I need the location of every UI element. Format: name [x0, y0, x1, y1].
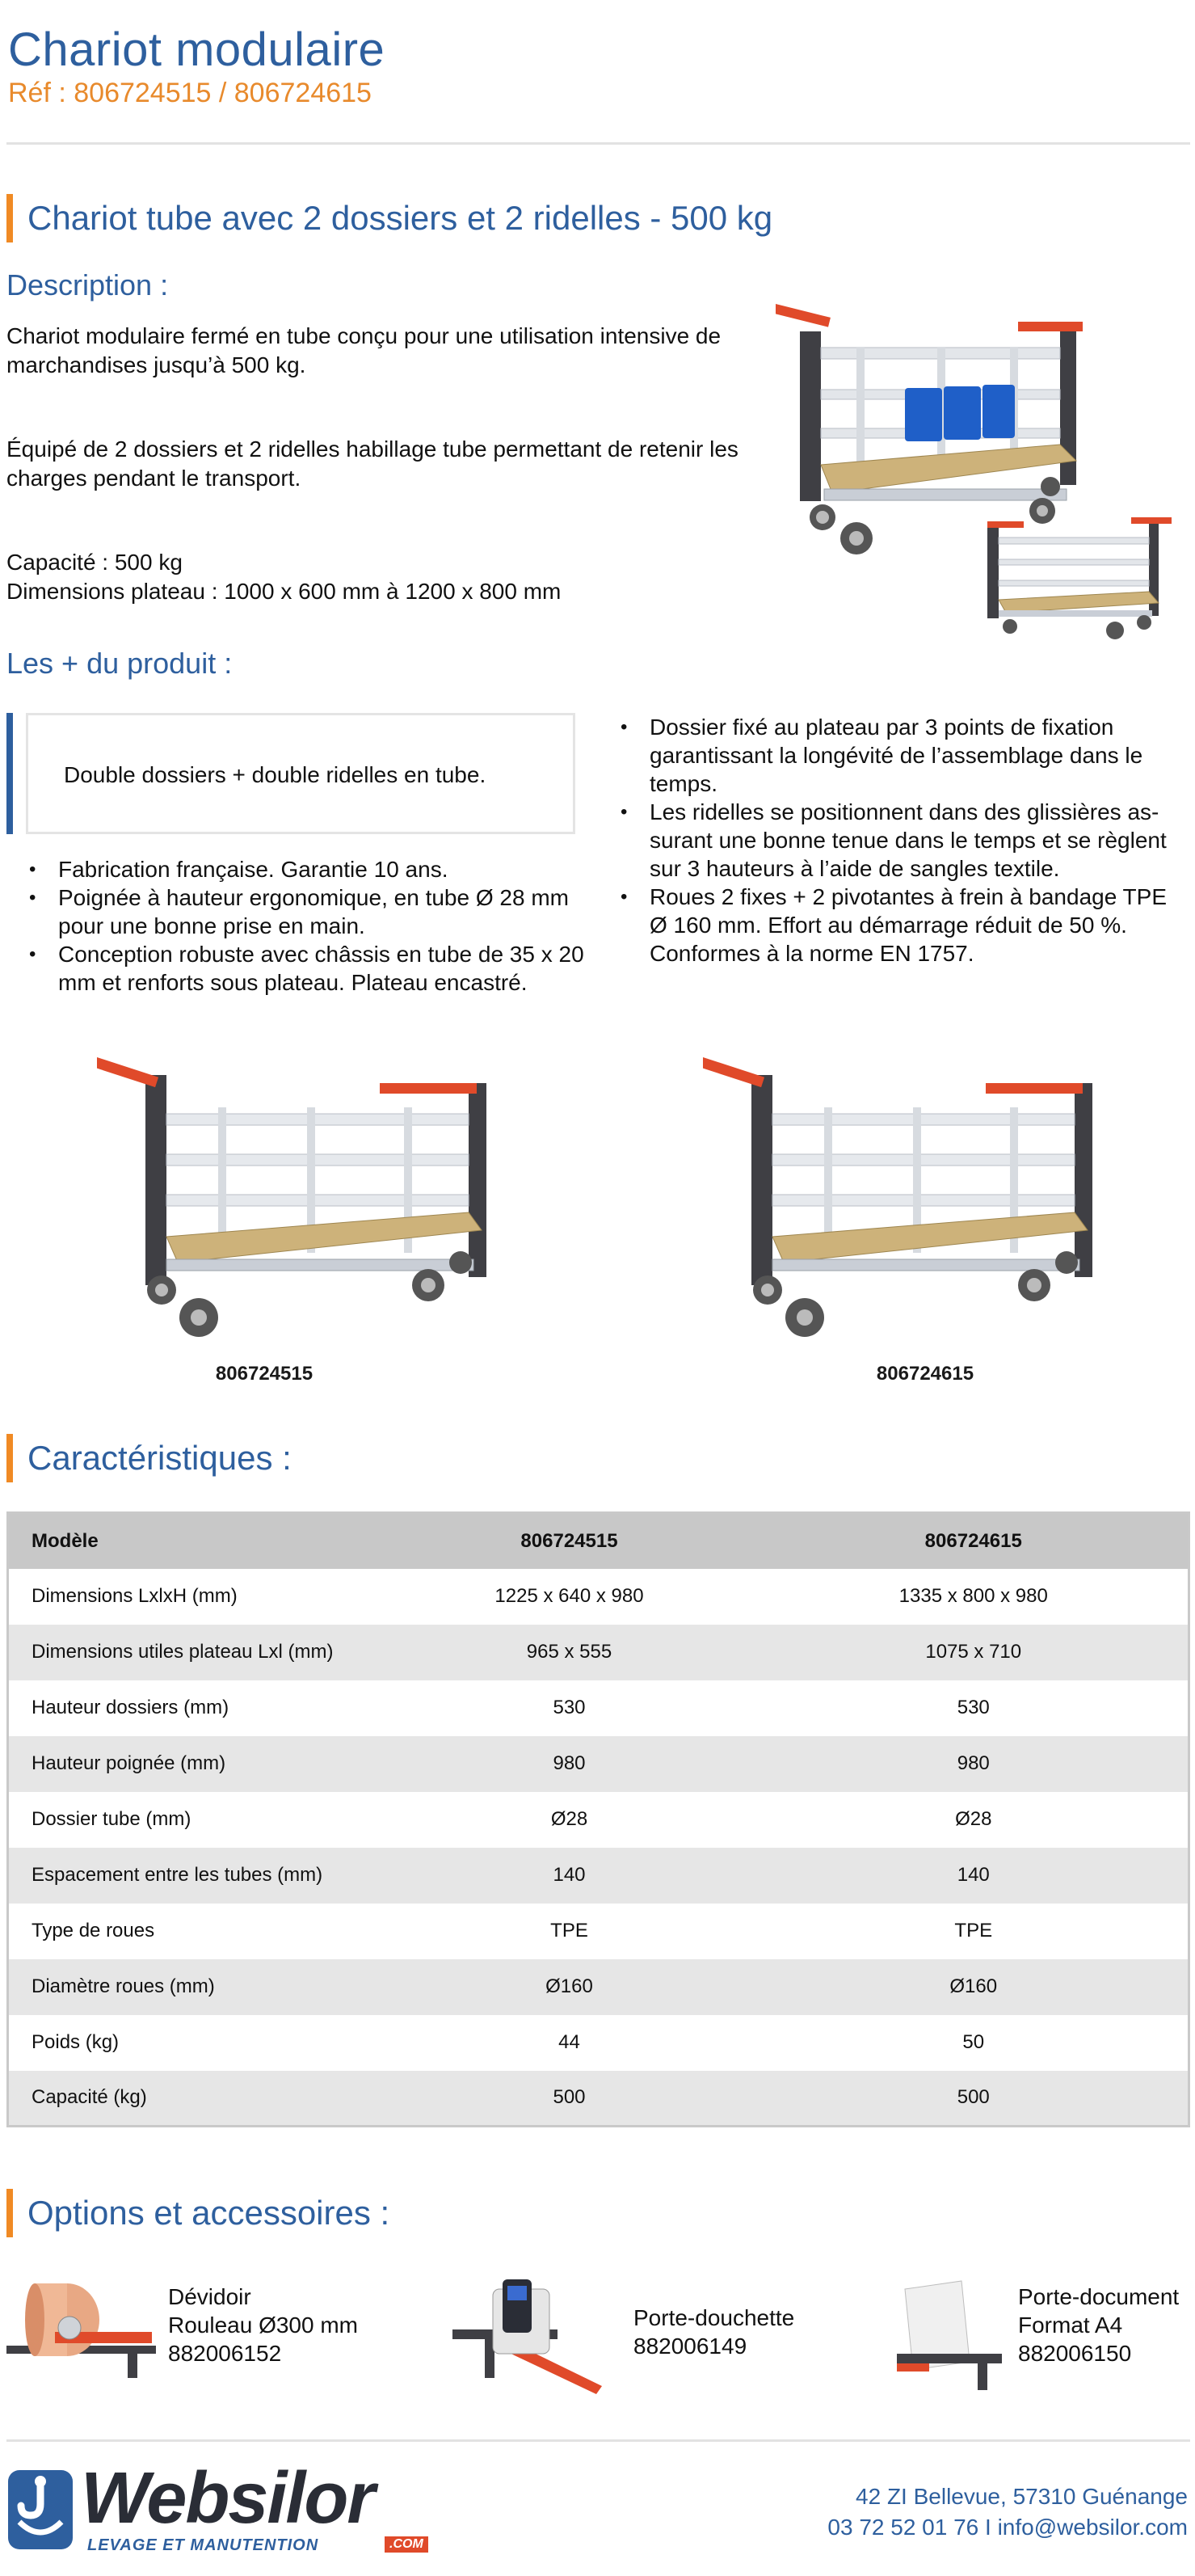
options-title: Options et accessoires :	[27, 2194, 390, 2232]
table-row-label: Hauteur poignée (mm)	[8, 1736, 380, 1792]
table-cell: 965 x 555	[380, 1625, 759, 1680]
table-cell: 530	[759, 1680, 1189, 1736]
cart-small-illustration	[987, 517, 1172, 639]
header-divider	[6, 142, 1190, 145]
section-accent-bar	[6, 2189, 13, 2237]
accessory-detail: Rouleau Ø300 mm	[168, 2312, 359, 2338]
capacity-text: Capacité : 500 kg	[6, 550, 183, 575]
footer-contact	[727, 2481, 1188, 2543]
table-cell: 500	[759, 2071, 1189, 2127]
table-header-cell: 806724515	[380, 1513, 759, 1569]
product-heading: Chariot tube avec 2 dossiers et 2 ridelles - 500 kg	[27, 199, 773, 237]
accessory-ref: 882006150	[1018, 2341, 1132, 2366]
table-cell: Ø28	[759, 1792, 1189, 1848]
cart-large-illustration	[776, 304, 1083, 554]
variant-image-806724615	[703, 1051, 1099, 1350]
plateau-dimensions-text: Dimensions plateau : 1000 x 600 mm à 1200 x 800 mm	[6, 579, 562, 604]
footer-address: 42 ZI Bellevue, 57310 Guénange	[856, 2484, 1188, 2509]
table-cell: 50	[759, 2015, 1189, 2071]
table-row	[8, 1848, 1189, 1904]
section-accent-bar	[6, 1434, 13, 1482]
variant-caption-2: 806724615	[876, 1363, 974, 1385]
description-paragraph-2: Équipé de 2 dossiers et 2 ridelles habillage tube permettant de retenir les charges pendant le transport.	[6, 436, 738, 491]
table-cell: 1225 x 640 x 980	[380, 1569, 759, 1625]
table-row	[8, 1959, 1189, 2015]
table-cell: 980	[759, 1736, 1189, 1792]
description-paragraph-1: Chariot modulaire fermé en tube conçu pour une utilisation intensive de marchandises jusqu’à 500 kg.	[6, 323, 722, 377]
table-row-label: Espacement entre les tubes (mm)	[8, 1848, 380, 1904]
table-row-label: Dimensions utiles plateau Lxl (mm)	[8, 1625, 380, 1680]
footer-phone-email[interactable]: 03 72 52 01 76 I info@websilor.com	[827, 2515, 1188, 2540]
table-cell: 140	[380, 1848, 759, 1904]
table-cell: 44	[380, 2015, 759, 2071]
accessory-detail: Format A4	[1018, 2312, 1123, 2338]
variant-caption-1: 806724515	[215, 1363, 313, 1385]
accessory-name: Dévidoir	[168, 2284, 251, 2309]
table-row-label: Poids (kg)	[8, 2015, 380, 2071]
accessory-name: Porte-document	[1018, 2284, 1180, 2309]
table-cell: TPE	[759, 1904, 1189, 1959]
callout-text: Double dossiers + double ridelles en tube.	[64, 762, 486, 787]
specs-table	[6, 1511, 1190, 2127]
porte-document-image	[881, 2273, 1002, 2394]
table-cell: 500	[380, 2071, 759, 2127]
list-item: • Fabrication française. Garantie 10 ans.	[26, 855, 591, 883]
accessory-devidoir[interactable]	[168, 2283, 358, 2367]
logo-tagline: LEVAGE ET MANUTENTION	[87, 2536, 319, 2554]
advantages-list-right	[617, 713, 1187, 968]
accessory-porte-douchette[interactable]	[633, 2304, 794, 2360]
table-cell: Ø160	[380, 1959, 759, 2015]
table-cell: Ø160	[759, 1959, 1189, 2015]
table-row	[8, 1625, 1189, 1680]
advantages-list-left	[26, 855, 591, 997]
list-item: • Conception robuste avec châssis en tube de 35 x 20 mm et renforts sous plateau. Plateau encastré.	[26, 940, 591, 997]
table-row-label: Capacité (kg)	[8, 2071, 380, 2127]
table-row	[8, 1904, 1189, 1959]
table-cell: 140	[759, 1848, 1189, 1904]
table-row	[8, 1736, 1189, 1792]
advantages-callout	[26, 713, 575, 834]
section-accent-bar	[6, 194, 13, 242]
specs-table-header	[8, 1513, 1189, 1569]
list-item: • Poignée à hauteur ergonomique, en tube Ø 28 mm pour une bonne prise en main.	[26, 883, 591, 940]
page-title: Chariot modulaire	[8, 23, 385, 76]
table-cell: 1075 x 710	[759, 1625, 1189, 1680]
porte-douchette-image	[452, 2273, 602, 2394]
table-row	[8, 1569, 1189, 1625]
logo-wordmark: Websilor	[81, 2458, 374, 2539]
list-item: • Les ridelles se positionnent dans des glissières assurant une bonne tenue dans le temps et se règlent sur 3 hauteurs à l’aide de sangles textile.	[617, 798, 1187, 883]
accessory-ref: 882006152	[168, 2341, 282, 2366]
table-cell: 980	[380, 1736, 759, 1792]
accessory-porte-document[interactable]	[1018, 2283, 1179, 2367]
advantages-title: Les + du produit :	[6, 647, 233, 680]
table-cell: TPE	[380, 1904, 759, 1959]
table-row	[8, 2071, 1189, 2127]
table-cell: 1335 x 800 x 980	[759, 1569, 1189, 1625]
devidoir-image	[6, 2279, 156, 2384]
product-reference: Réf : 806724515 / 806724615	[8, 78, 372, 108]
description-title: Description :	[6, 268, 169, 301]
table-cell: Ø28	[380, 1792, 759, 1848]
table-row	[8, 1680, 1189, 1736]
table-header-cell: 806724615	[759, 1513, 1189, 1569]
variant-image-806724515	[97, 1051, 493, 1350]
list-item: • Dossier fixé au plateau par 3 points de fixation garantissant la longévité de l’assemblage dans le temps.	[617, 713, 1187, 798]
table-row-label: Type de roues	[8, 1904, 380, 1959]
table-cell: 530	[380, 1680, 759, 1736]
accessory-name: Porte-douchette	[633, 2305, 795, 2330]
table-row-label: Hauteur dossiers (mm)	[8, 1680, 380, 1736]
callout-accent-bar	[6, 713, 13, 834]
accessory-ref: 882006149	[633, 2334, 747, 2359]
table-row-label: Dimensions LxlxH (mm)	[8, 1569, 380, 1625]
table-header-cell: Modèle	[8, 1513, 380, 1569]
websilor-logo[interactable]	[3, 2458, 440, 2559]
list-item: • Roues 2 fixes + 2 pivotantes à frein à bandage TPE Ø 160 mm. Effort au démarrage réduit de 50 %. Conformes à la norme EN 1757.	[617, 883, 1187, 968]
specs-title: Caractéristiques :	[27, 1439, 292, 1477]
table-row-label: Diamètre roues (mm)	[8, 1959, 380, 2015]
product-hero-image	[776, 299, 1188, 655]
table-row-label: Dossier tube (mm)	[8, 1792, 380, 1848]
footer-divider	[6, 2439, 1190, 2442]
logo-com: .COM	[385, 2536, 428, 2553]
table-row	[8, 2015, 1189, 2071]
hook-icon	[3, 2465, 78, 2554]
table-row	[8, 1792, 1189, 1848]
